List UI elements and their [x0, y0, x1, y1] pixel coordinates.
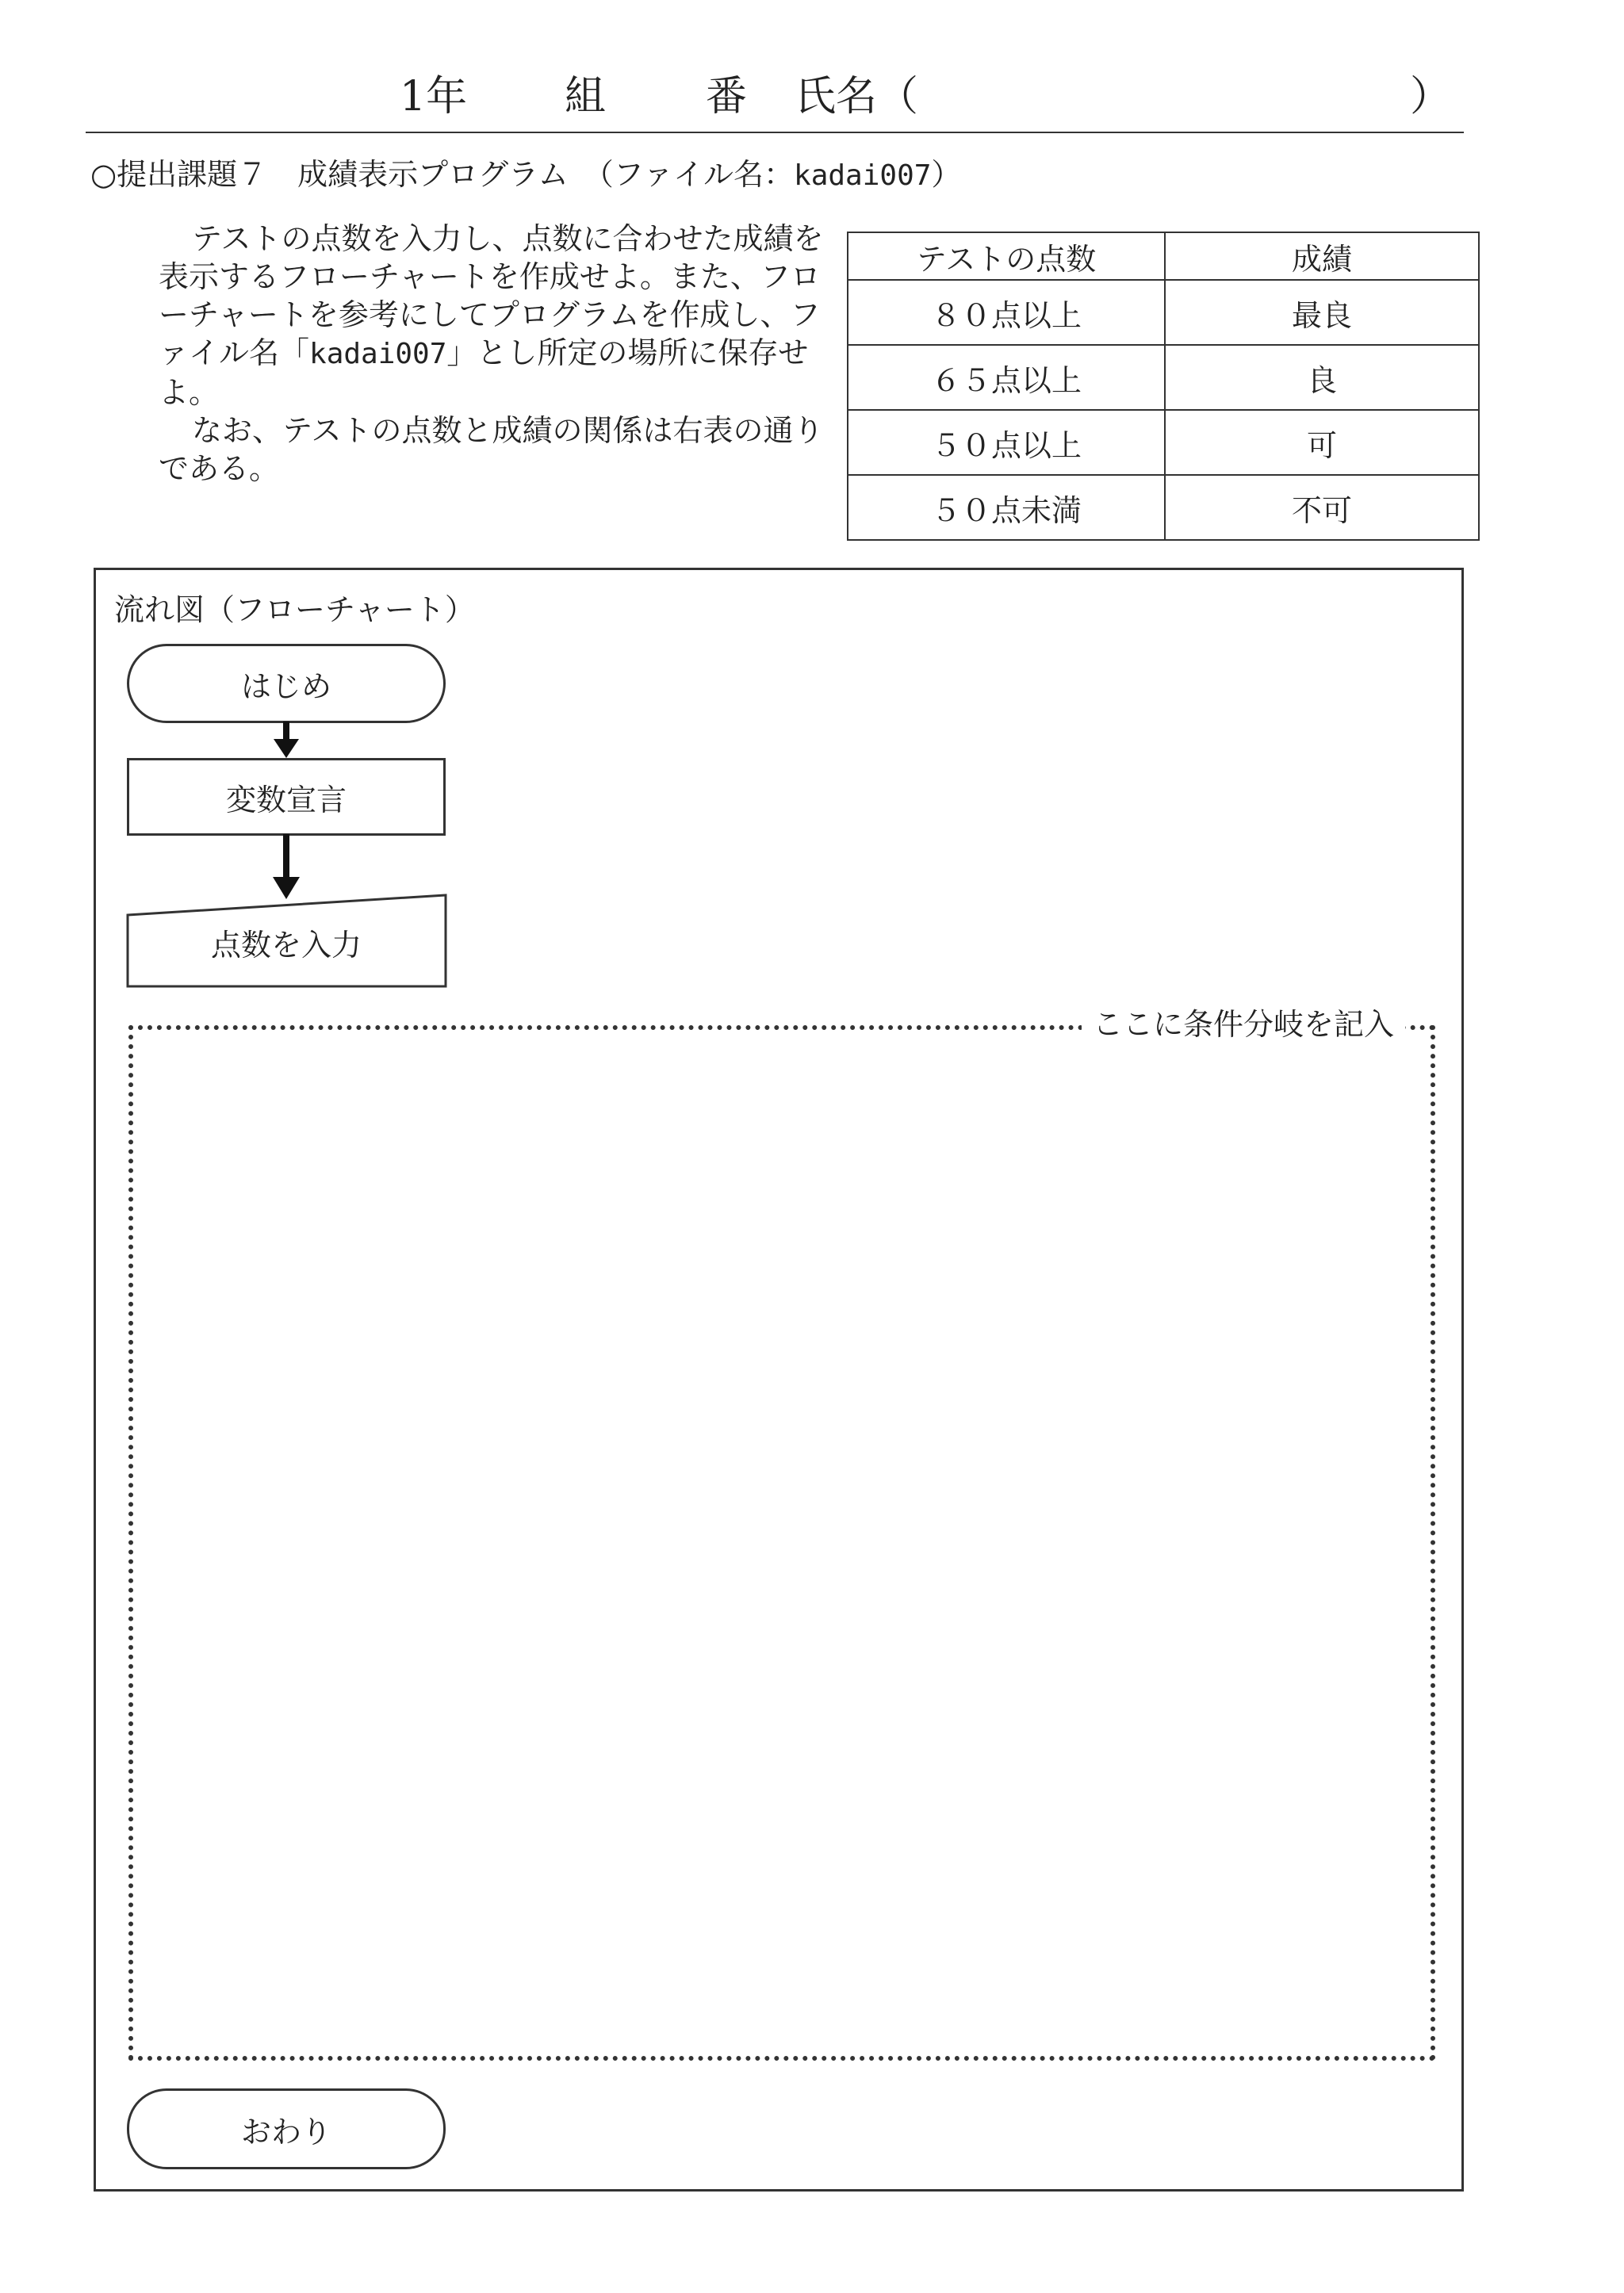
flow-arrow-1 — [270, 722, 303, 761]
grade-cell: 可 — [1165, 410, 1479, 475]
assignment-title-text: ○提出課題７ 成績表示プログラム （ファイル名： — [90, 157, 795, 192]
grade-cell: 最良 — [1165, 280, 1479, 345]
name-label: 氏名（ — [795, 73, 919, 121]
end-label: おわり — [240, 2114, 331, 2149]
description-paragraph-1 — [159, 220, 825, 412]
grade-cell: 良 — [1165, 345, 1479, 410]
description-text-b: 」とし所定の場所に保存せよ。 — [159, 335, 809, 410]
start-terminal — [127, 644, 446, 723]
score-cell: ５０点以上 — [848, 410, 1165, 475]
table-row — [848, 410, 1479, 475]
score-cell: ５０点未満 — [848, 475, 1165, 540]
description-paragraph-2: なお、テストの点数と成績の関係は右表の通りである。 — [159, 413, 824, 486]
name-close-paren: ） — [1410, 73, 1452, 121]
grade-table-header — [848, 232, 1479, 280]
table-row — [848, 280, 1479, 345]
number-label: 番 — [706, 73, 748, 121]
assignment-filename: kadai007 — [794, 159, 932, 192]
score-cell: ８０点以上 — [848, 280, 1165, 345]
score-cell: ６５点以上 — [848, 345, 1165, 410]
start-label: はじめ — [240, 668, 331, 704]
branch-area-label: ここに条件分岐を記入 — [1082, 1005, 1405, 1043]
assignment-title — [90, 155, 961, 195]
grade-cell: 不可 — [1165, 475, 1479, 540]
header-grade: 成績 — [1165, 232, 1479, 280]
class-label: 組 — [565, 73, 607, 121]
grade-table — [847, 232, 1480, 541]
grade-label: 1年 — [400, 73, 468, 121]
description-filename: kadai007 — [309, 338, 447, 370]
table-row — [848, 345, 1479, 410]
input-label: 点数を入力 — [210, 928, 362, 963]
description-text-a: テストの点数を入力し、点数に合わせた成績を表示するフローチャートを作成せよ。また、フローチャートを参考にしてプログラムを作成し、ファイル名「 — [159, 221, 824, 370]
header-rule — [86, 132, 1464, 133]
branch-area[interactable] — [128, 1025, 1435, 2061]
declare-label: 変数宣言 — [225, 782, 347, 817]
flowchart-label: 流れ図（フローチャート） — [114, 592, 475, 627]
flow-arrow-2 — [270, 834, 303, 901]
end-terminal — [127, 2088, 446, 2169]
header-score: テストの点数 — [848, 232, 1165, 280]
assignment-title-close: ） — [931, 157, 962, 192]
assignment-description — [159, 220, 825, 488]
table-row — [848, 475, 1479, 540]
declare-process — [127, 758, 446, 836]
